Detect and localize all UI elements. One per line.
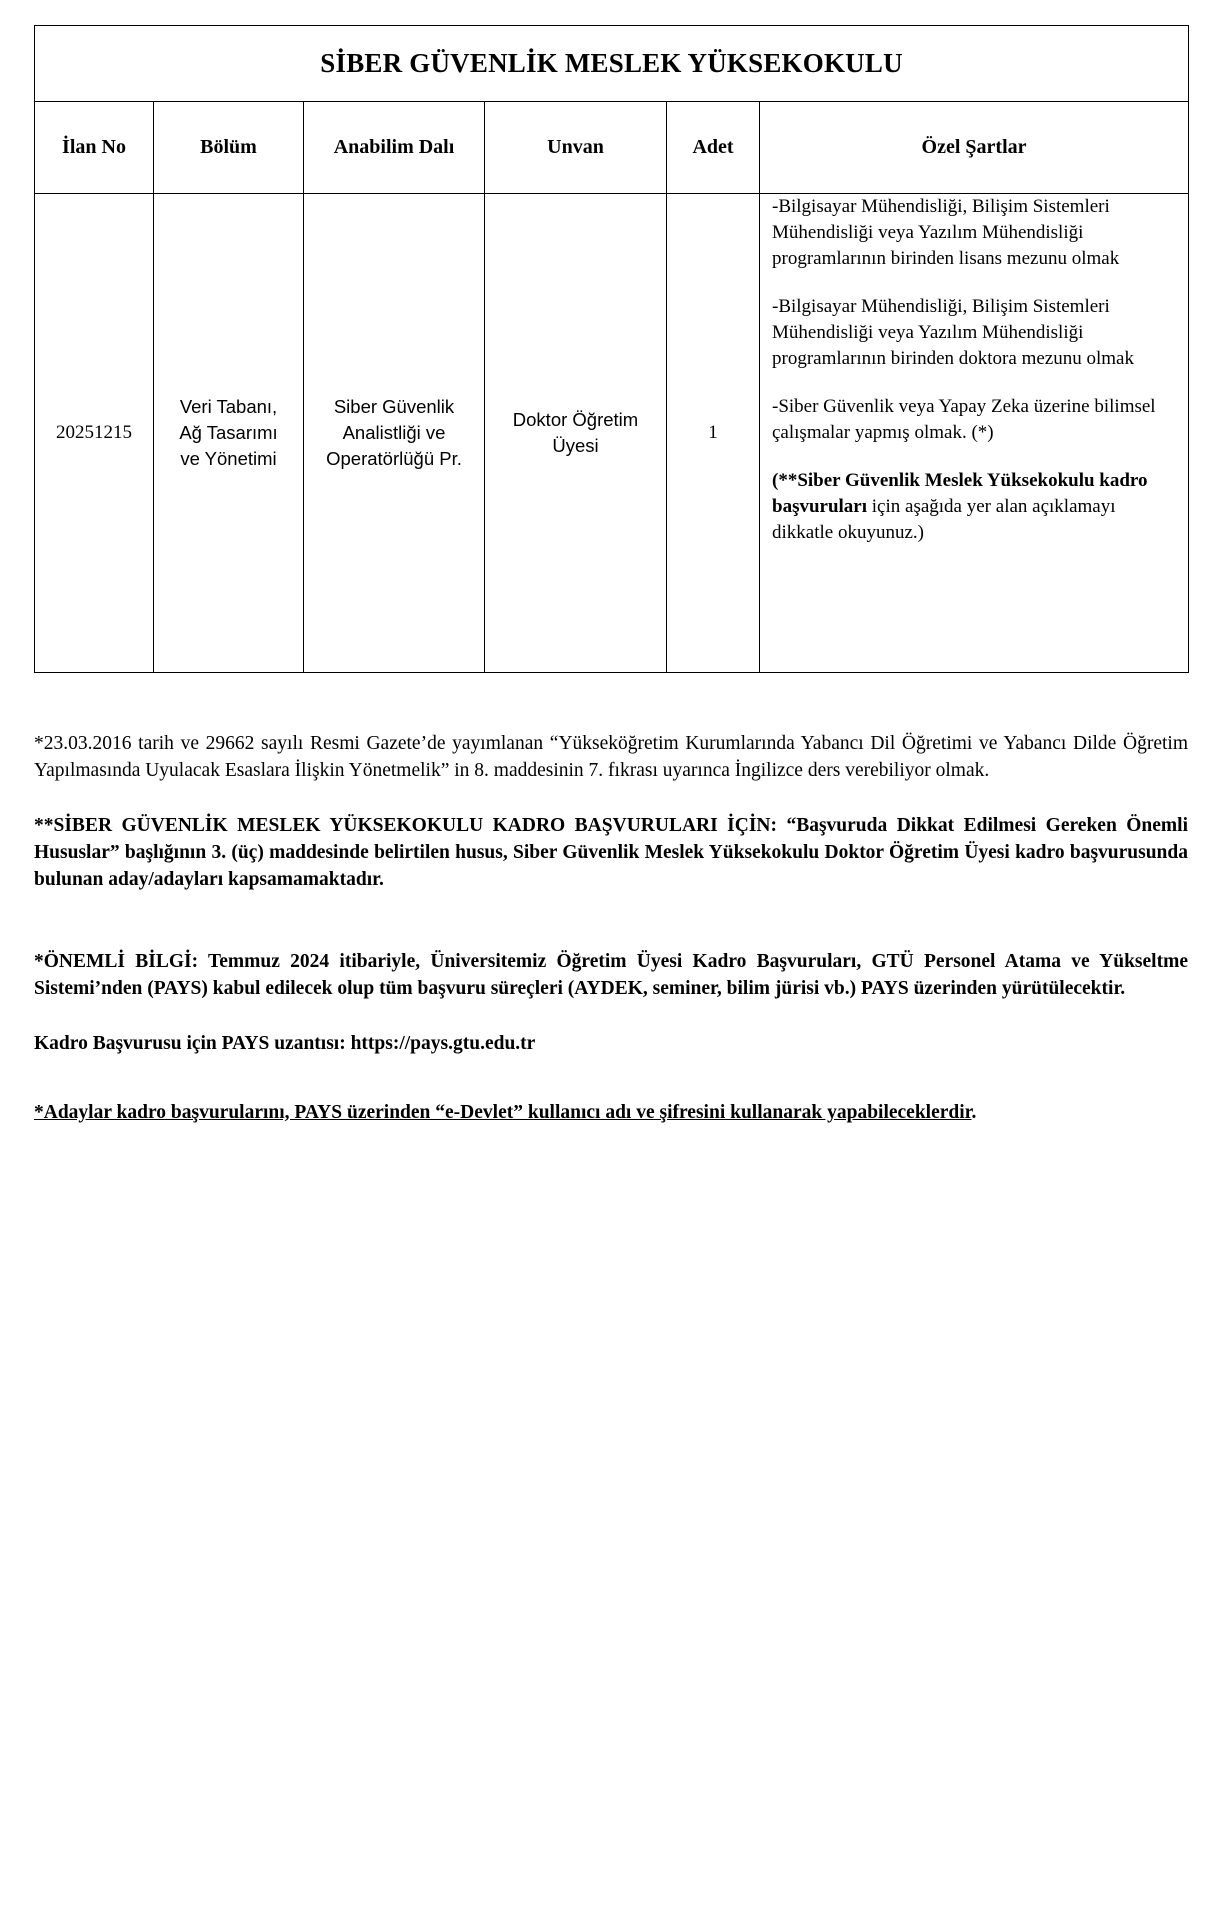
notes-section	[34, 730, 1188, 1126]
header-ilan-no: İlan No	[35, 102, 154, 194]
note-e-devlet-text: *Adaylar kadro başvurularını, PAYS üzerinden “e-Devlet” kullanıcı adı ve şifresini kullanarak yapabileceklerdir	[34, 1102, 972, 1123]
table-title: SİBER GÜVENLİK MESLEK YÜKSEKOKULU	[35, 26, 1189, 102]
cell-unvan: Doktor Öğretim Üyesi	[485, 194, 667, 673]
cell-ozel-sartlar	[760, 194, 1189, 673]
position-table	[34, 25, 1189, 673]
note-kadro-basvurulari: **SİBER GÜVENLİK MESLEK YÜKSEKOKULU KADRO BAŞVURULARI İÇİN: “Başvuruda Dikkat Edilmesi Gereken Önemli Hususlar” başlığının 3. (üç) maddesinde belirtilen husus, Siber Güvenlik Meslek Yüksekokulu Doktor Öğretim Üyesi kadro başvurusunda bulunan aday/adayları kapsamamaktadır.	[34, 815, 1188, 890]
requirement-lisans: -Bilgisayar Mühendisliği, Bilişim Sistemleri Mühendisliği veya Yazılım Mühendisliği programlarının birinden lisans mezunu olmak	[772, 196, 1120, 269]
header-unvan: Unvan	[485, 102, 667, 194]
note-english-teaching: *23.03.2016 tarih ve 29662 sayılı Resmi Gazete’de yayımlanan “Yükseköğretim Kurumlarında Yabancı Dil Öğretimi ve Yabancı Dilde Öğretim Yapılmasında Uyulacak Esaslara İlişkin Yönetmelik” in 8. maddesinin 7. fıkrası uyarınca İngilizce ders verebiliyor olmak.	[34, 733, 1188, 781]
cell-anabilim-dali: Siber Güvenlik Analistliği ve Operatörlüğü Pr.	[304, 194, 485, 673]
requirement-note-rest: için aşağıda yer alan açıklamayı dikkatle okuyunuz.)	[772, 496, 1116, 543]
table-header-row	[35, 102, 1189, 194]
requirement-note-open: (	[772, 470, 779, 491]
note-e-devlet	[34, 1099, 1188, 1126]
requirement-research: -Siber Güvenlik veya Yapay Zeka üzerine bilimsel çalışmalar yapmış olmak. (*)	[772, 396, 1156, 443]
header-ozel-sartlar: Özel Şartlar	[760, 102, 1189, 194]
cell-ilan-no: 20251215	[35, 194, 154, 673]
requirement-note	[772, 468, 1176, 546]
note-pays-link: Kadro Başvurusu için PAYS uzantısı: https://pays.gtu.edu.tr	[34, 1033, 536, 1054]
note-onemli-bilgi: *ÖNEMLİ BİLGİ: Temmuz 2024 itibariyle, Üniversitemiz Öğretim Üyesi Kadro Başvuruları, GTÜ Personel Atama ve Yükseltme Sistemi’nden (PAYS) kabul edilecek olup tüm başvuru süreçleri (AYDEK, seminer, bilim jürisi vb.) PAYS üzerinden yürütülecektir.	[34, 951, 1188, 999]
header-bolum: Bölüm	[154, 102, 304, 194]
table-row	[35, 194, 1189, 673]
cell-adet: 1	[667, 194, 760, 673]
header-adet: Adet	[667, 102, 760, 194]
header-anabilim-dali: Anabilim Dalı	[304, 102, 485, 194]
cell-bolum: Veri Tabanı, Ağ Tasarımı ve Yönetimi	[154, 194, 304, 673]
requirement-note-bold: **Siber Güvenlik Meslek Yüksekokulu kadro başvuruları	[772, 470, 1148, 517]
requirement-doktora: -Bilgisayar Mühendisliği, Bilişim Sistemleri Mühendisliği veya Yazılım Mühendisliği programlarının birinden doktora mezunu olmak	[772, 296, 1134, 369]
note-e-devlet-end: .	[971, 1102, 977, 1123]
